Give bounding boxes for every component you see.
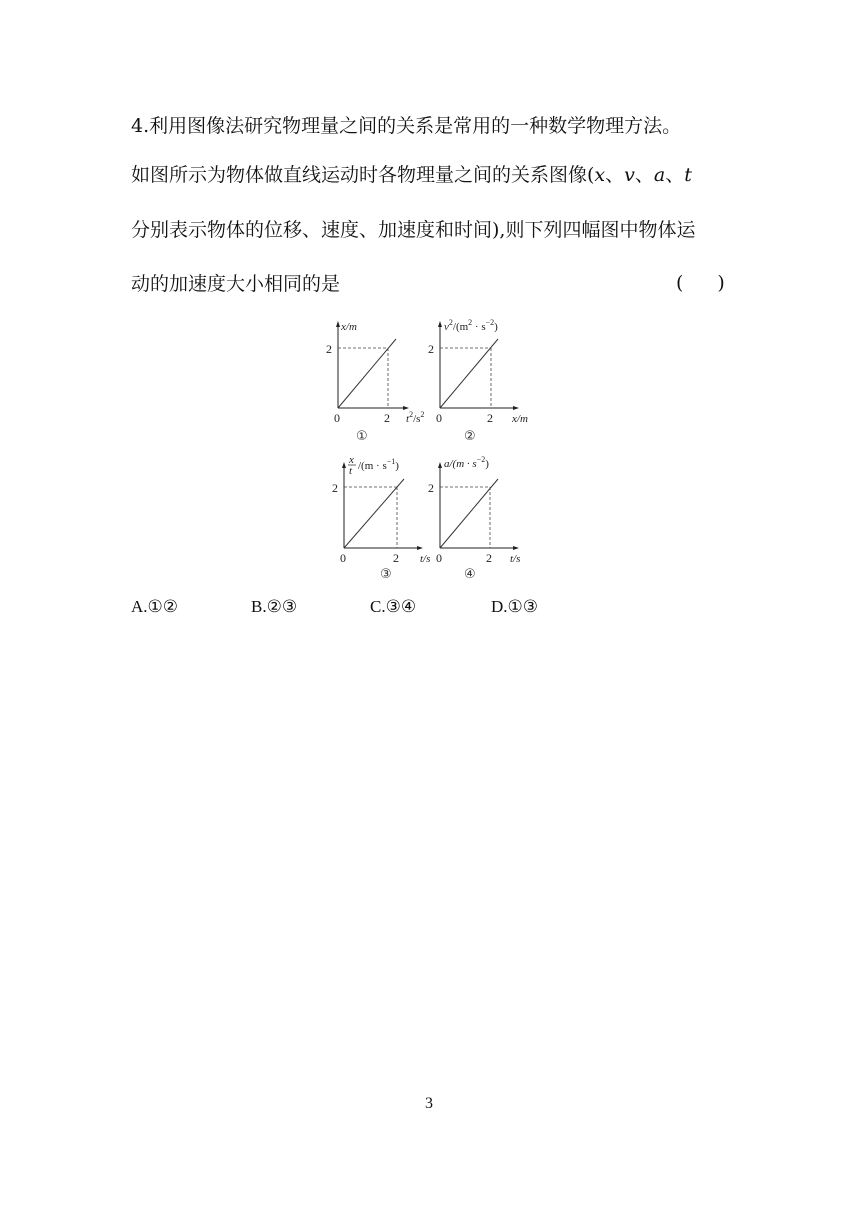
separator: 、 bbox=[665, 164, 685, 186]
x-axis-label: t/s bbox=[510, 553, 521, 565]
x-axis-label: x/m bbox=[512, 413, 528, 425]
y-axis-arrow bbox=[336, 321, 340, 327]
y-tick-2: 2 bbox=[428, 481, 434, 495]
y-tick-2: 2 bbox=[332, 481, 338, 495]
option-value: ②③ bbox=[266, 597, 298, 616]
y-axis-label: $v^2/(m^2 \cdot s^{-2})$ bbox=[444, 318, 498, 333]
option-d[interactable] bbox=[491, 597, 538, 617]
option-value: ③④ bbox=[385, 597, 417, 616]
data-line bbox=[440, 479, 498, 548]
question-line-2-text: 如图所示为物体做直线运动时各物理量之间的关系图像( bbox=[131, 164, 595, 186]
graph-2-svg bbox=[420, 318, 560, 448]
option-c[interactable] bbox=[370, 597, 416, 617]
var-a: a bbox=[653, 164, 666, 186]
graph-4-svg bbox=[420, 455, 550, 585]
option-label: D. bbox=[491, 597, 508, 616]
x-tick-2: 2 bbox=[384, 411, 390, 425]
question-line-1: 4.利用图像法研究物理量之间的关系是常用的一种数学物理方法。 bbox=[131, 115, 682, 137]
separator: 、 bbox=[605, 164, 625, 186]
y-axis-label: x/m bbox=[341, 321, 357, 333]
x-tick-0: 0 bbox=[436, 551, 442, 565]
x-tick-0: 0 bbox=[436, 411, 442, 425]
data-line bbox=[338, 339, 396, 408]
x-tick-0: 0 bbox=[340, 551, 346, 565]
graph-caption: ① bbox=[356, 429, 368, 444]
graph-caption: ④ bbox=[464, 567, 476, 582]
page-number: 3 bbox=[425, 1095, 433, 1112]
var-t: t bbox=[684, 164, 692, 186]
y-axis-frac-num: x bbox=[349, 454, 354, 466]
y-tick-2: 2 bbox=[326, 342, 332, 356]
graph-4 bbox=[420, 455, 550, 589]
y-axis-frac-den: t bbox=[349, 465, 353, 477]
option-a[interactable] bbox=[131, 597, 178, 617]
graph-2 bbox=[420, 318, 560, 452]
y-axis-arrow bbox=[438, 462, 442, 468]
bracket-open: ( bbox=[676, 272, 684, 294]
y-tick-2: 2 bbox=[428, 342, 434, 356]
y-axis-label: $/(m \cdot s^{-1})$ bbox=[358, 457, 399, 472]
option-b[interactable] bbox=[251, 597, 297, 617]
y-axis-arrow bbox=[438, 321, 442, 327]
question-line-4: 动的加速度大小相同的是 bbox=[131, 273, 341, 295]
option-value: ①② bbox=[147, 597, 179, 616]
data-line bbox=[344, 479, 404, 548]
graph-caption: ③ bbox=[380, 567, 392, 582]
x-axis-arrow bbox=[513, 406, 519, 410]
y-axis-arrow bbox=[342, 462, 346, 468]
x-axis-arrow bbox=[513, 546, 519, 550]
question-line-3: 分别表示物体的位移、速度、加速度和时间),则下列四幅图中物体运 bbox=[131, 219, 696, 241]
x-tick-0: 0 bbox=[334, 411, 340, 425]
data-line bbox=[440, 339, 498, 408]
x-axis-label: t/s bbox=[420, 553, 431, 565]
separator: 、 bbox=[634, 164, 654, 186]
graph-caption: ② bbox=[464, 429, 476, 444]
var-x: x bbox=[594, 164, 606, 186]
option-label: B. bbox=[251, 597, 267, 616]
option-value: ①③ bbox=[507, 597, 539, 616]
var-v: v bbox=[624, 164, 635, 186]
question-line-2 bbox=[131, 163, 692, 187]
x-tick-2: 2 bbox=[486, 551, 492, 565]
option-label: A. bbox=[131, 597, 148, 616]
x-tick-2: 2 bbox=[393, 551, 399, 565]
answer-bracket bbox=[676, 272, 725, 294]
y-axis-label: $a/(m \cdot s^{-2})$ bbox=[444, 455, 489, 470]
bracket-close: ) bbox=[717, 272, 725, 294]
x-tick-2: 2 bbox=[487, 411, 493, 425]
option-label: C. bbox=[370, 597, 386, 616]
x-axis-label: $t^2/s^2$ bbox=[406, 410, 425, 425]
